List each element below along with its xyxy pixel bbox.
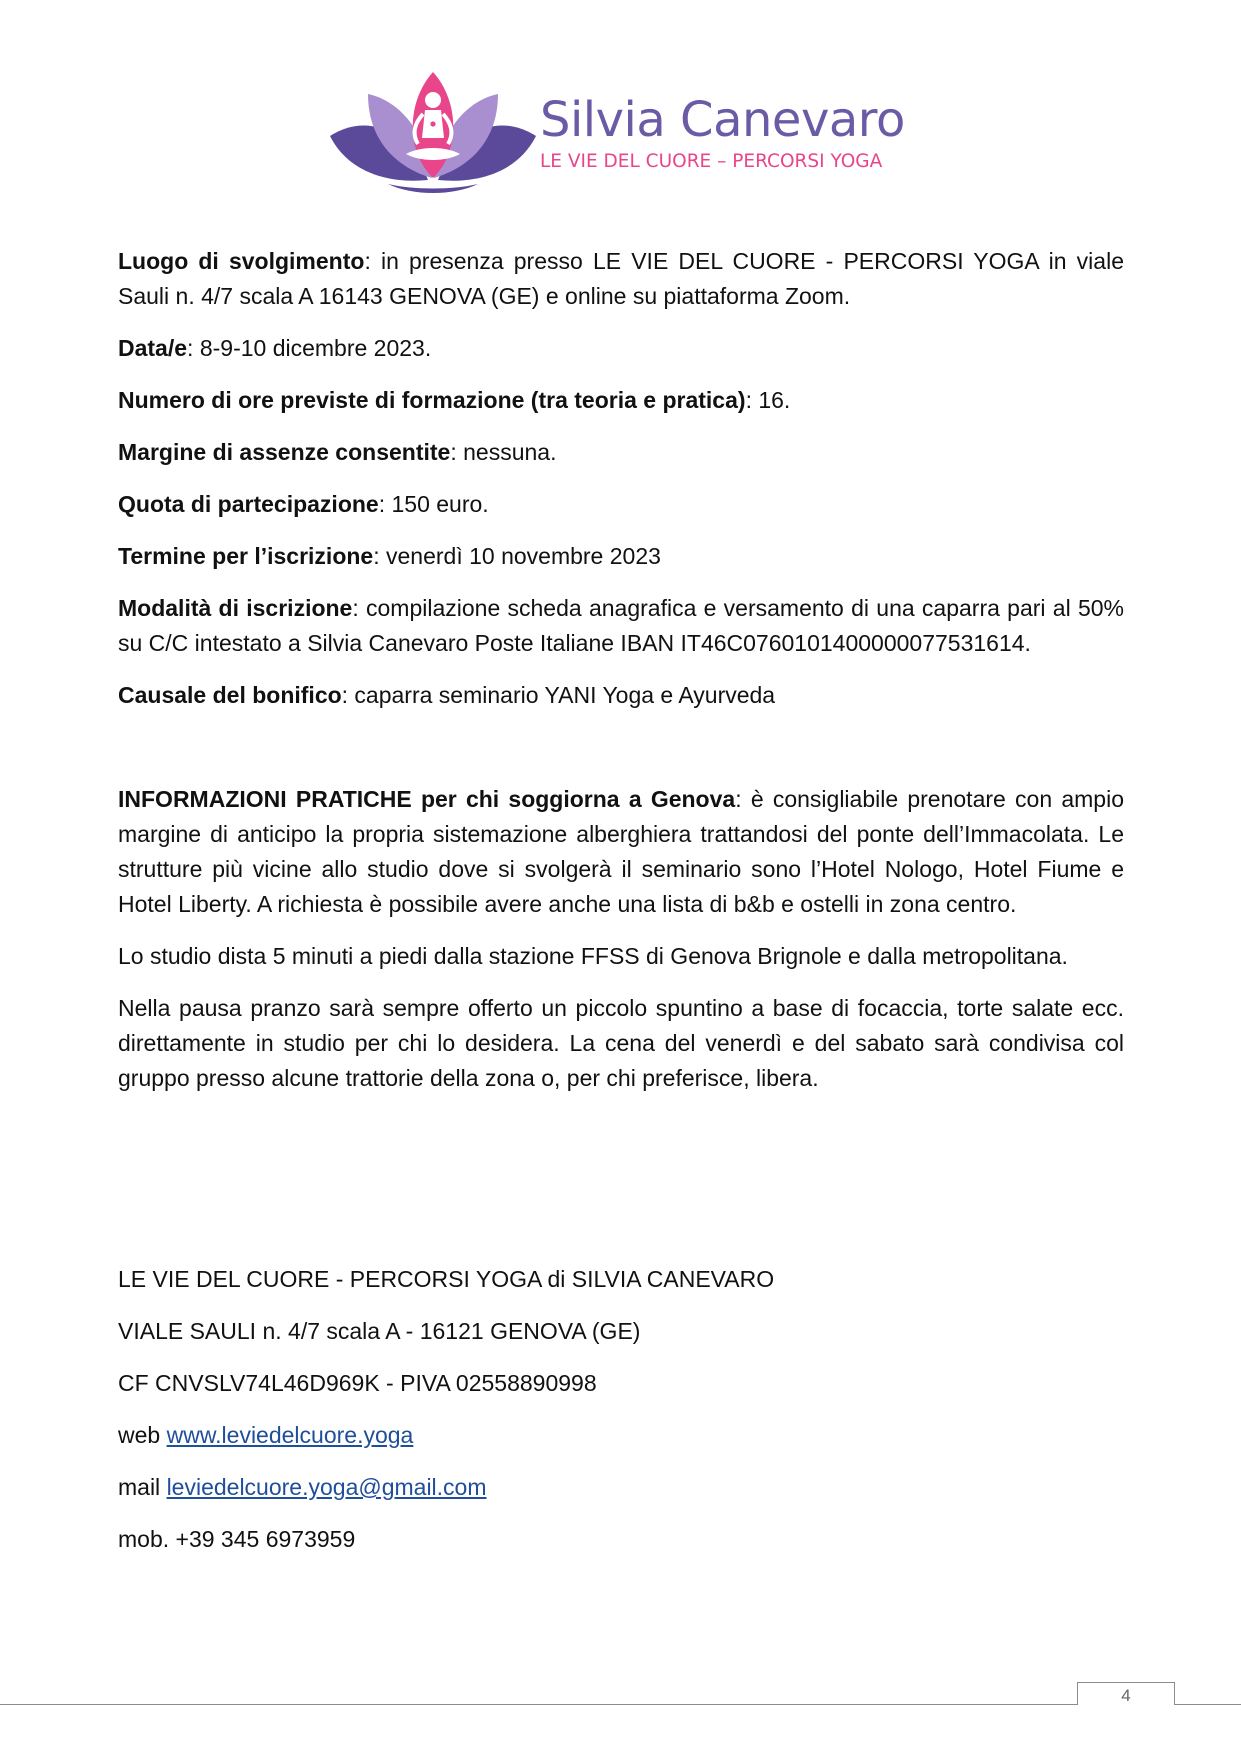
company-name: LE VIE DEL CUORE - PERCORSI YOGA di SILVIA CANEVARO — [118, 1266, 775, 1292]
ore-label: Numero di ore previste di formazione (tra teoria e pratica) — [118, 387, 746, 413]
web-line — [118, 1418, 1018, 1453]
modalita-value: : compilazione scheda anagrafica e versamento di una caparra pari al 50% su C/C intestato a Silvia Canevaro Poste Italiane IBAN IT46C0760101400000077531614. — [118, 595, 1124, 656]
luogo-label: Luogo di svolgimento — [118, 248, 365, 274]
info-label: INFORMAZIONI PRATICHE per chi soggiorna a Genova — [118, 786, 736, 812]
quota-value: : 150 euro. — [378, 491, 489, 517]
email-link[interactable]: leviedelcuore.yoga@gmail.com — [166, 1474, 487, 1500]
ore-value: : 16. — [745, 387, 791, 413]
web-label: web — [118, 1422, 167, 1448]
assenze-label: Margine di assenze consentite — [118, 439, 451, 465]
contact-block — [118, 1262, 1018, 1574]
modalita-paragraph — [118, 591, 1124, 661]
info-paragraph — [118, 782, 1124, 922]
causale-paragraph — [118, 678, 1124, 713]
document-body — [118, 244, 1124, 1096]
logo-title: Silvia Canevaro — [540, 92, 905, 148]
logo-subtitle: LE VIE DEL CUORE – PERCORSI YOGA — [540, 151, 883, 172]
ore-paragraph — [118, 383, 1124, 418]
mail-label: mail — [118, 1474, 167, 1500]
quota-label: Quota di partecipazione — [118, 491, 379, 517]
quota-paragraph — [118, 487, 1124, 522]
assenze-paragraph — [118, 435, 1124, 470]
causale-label: Causale del bonifico — [118, 682, 342, 708]
mail-line — [118, 1470, 1018, 1505]
date-value: : 8-9-10 dicembre 2023. — [187, 335, 432, 361]
studio-paragraph: Lo studio dista 5 minuti a piedi dalla stazione FFSS di Genova Brignole e dalla metropolitana. — [118, 943, 1068, 969]
luogo-paragraph — [118, 244, 1124, 314]
info-text: : è consigliabile prenotare con ampio margine di anticipo la propria sistemazione alberghiera trattandosi del ponte dell’Immacolata. Le strutture più vicine allo studio dove si svolgerà il seminario sono l’Hotel Nologo, Hotel Fiume e Hotel Liberty. A richiesta è possibile avere anche una lista di b&b e ostelli in zona centro. — [118, 786, 1124, 917]
causale-value: : caparra seminario YANI Yoga e Ayurveda — [341, 682, 776, 708]
company-address: VIALE SAULI n. 4/7 scala A - 16121 GENOVA (GE) — [118, 1318, 641, 1344]
luogo-value: : in presenza presso LE VIE DEL CUORE - PERCORSI YOGA in viale Sauli n. 4/7 scala A 16143 GENOVA (GE) e online su piattaforma Zoom. — [118, 248, 1124, 309]
date-paragraph — [118, 331, 1124, 366]
modalita-label: Modalità di iscrizione — [118, 595, 353, 621]
assenze-value: : nessuna. — [450, 439, 557, 465]
fiscal-codes: CF CNVSLV74L46D969K - PIVA 02558890998 — [118, 1370, 597, 1396]
page-footer-rule — [0, 1704, 1241, 1705]
logo — [328, 72, 908, 200]
pausa-paragraph: Nella pausa pranzo sarà sempre offerto un piccolo spuntino a base di focaccia, torte salate ecc. direttamente in studio per chi lo desidera. La cena del venerdì e del sabato sarà condivisa col gruppo presso alcune trattorie della zona o, per chi preferisce, libera. — [118, 995, 1124, 1091]
website-link[interactable]: www.leviedelcuore.yoga — [166, 1422, 414, 1448]
termine-paragraph — [118, 539, 1124, 574]
termine-value: : venerdì 10 novembre 2023 — [373, 543, 661, 569]
termine-label: Termine per l’iscrizione — [118, 543, 374, 569]
mobile-number: mob. +39 345 6973959 — [118, 1526, 356, 1552]
page-number: 4 — [1121, 1686, 1131, 1705]
date-label: Data/e — [118, 335, 188, 361]
lotus-meditation-icon — [328, 72, 538, 200]
